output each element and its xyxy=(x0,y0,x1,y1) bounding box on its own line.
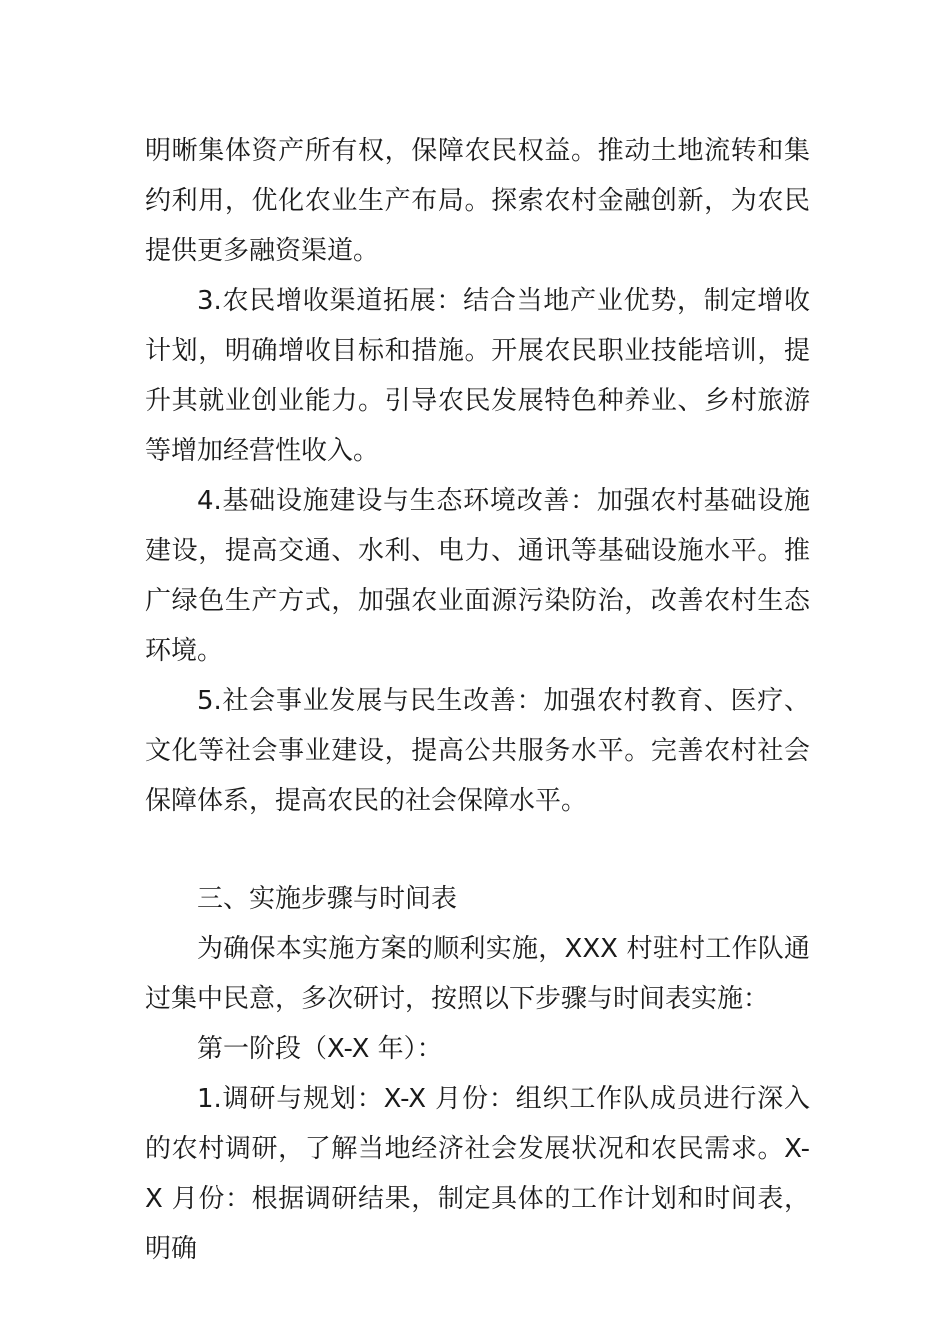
paragraph-social-services: 5.社会事业发展与民生改善：加强农村教育、医疗、文化等社会事业建设，提高公共服务水平。完善农村社会保障体系，提高农民的社会保障水平。 xyxy=(145,686,810,816)
section-spacer xyxy=(145,826,810,874)
paragraph-infrastructure: 4.基础设施建设与生态环境改善：加强农村基础设施建设，提高交通、水利、电力、通讯等基础设施水平。推广绿色生产方式，加强农业面源污染防治，改善农村生态环境。 xyxy=(145,486,810,666)
paragraph-implementation-intro: 为确保本实施方案的顺利实施，XXX 村驻村工作队通过集中民意，多次研讨，按照以下步骤与时间表实施： xyxy=(145,934,810,1014)
paragraph-research-planning: 1.调研与规划：X-X 月份：组织工作队成员进行深入的农村调研，了解当地经济社会发展状况和农民需求。X-X 月份：根据调研结果，制定具体的工作计划和时间表，明确 xyxy=(145,1084,810,1264)
section-heading: 三、实施步骤与时间表 xyxy=(197,884,458,914)
paragraph-phase-one: 第一阶段（X-X 年）： xyxy=(197,1034,443,1064)
paragraph-continuation: 明晰集体资产所有权，保障农民权益。推动土地流转和集约利用，优化农业生产布局。探索农村金融创新，为农民提供更多融资渠道。 xyxy=(145,136,810,266)
document-body xyxy=(145,126,810,1274)
paragraph-farmer-income: 3.农民增收渠道拓展：结合当地产业优势，制定增收计划，明确增收目标和措施。开展农民职业技能培训，提升其就业创业能力。引导农民发展特色种养业、乡村旅游等增加经营性收入。 xyxy=(145,286,810,466)
